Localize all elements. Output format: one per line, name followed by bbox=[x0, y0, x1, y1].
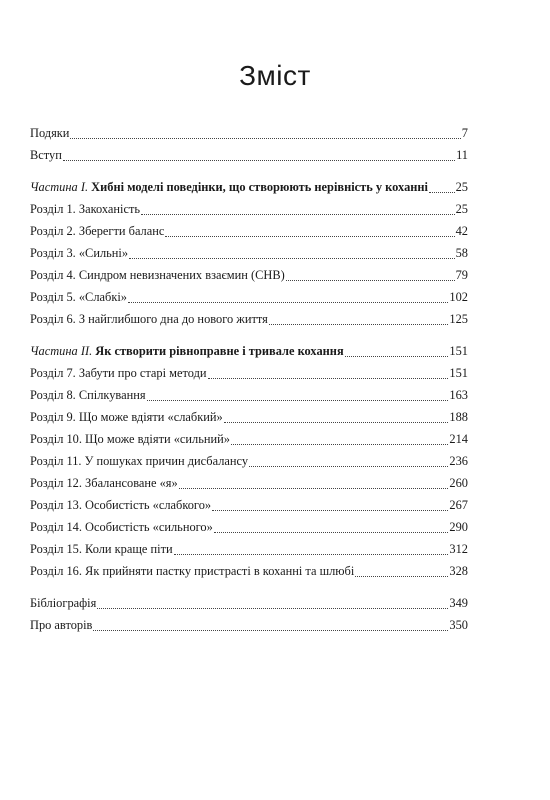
toc-entry-page: 236 bbox=[449, 454, 468, 468]
toc-entry-page: 188 bbox=[449, 410, 468, 424]
toc-entry-page: 125 bbox=[449, 312, 468, 326]
spacer bbox=[30, 169, 468, 179]
toc-entry-label: Розділ 2. Зберегти баланс bbox=[30, 224, 165, 238]
toc-entry-chapter-5[interactable] bbox=[30, 289, 468, 311]
toc-entry-page: 151 bbox=[449, 366, 468, 380]
toc-entry-label: Розділ 8. Спілкування bbox=[30, 388, 146, 402]
toc-entry-chapter-11[interactable] bbox=[30, 453, 468, 475]
toc-entry-chapter-13[interactable] bbox=[30, 497, 468, 519]
toc-entry-label: Розділ 7. Забути про старі методи bbox=[30, 366, 207, 380]
toc-entry-label: Подяки bbox=[30, 126, 70, 140]
toc-part-2[interactable] bbox=[30, 343, 468, 365]
dot-leader bbox=[147, 399, 449, 401]
toc-entry-page: 42 bbox=[455, 224, 468, 238]
toc-entry-label: Розділ 12. Збалансоване «я» bbox=[30, 476, 178, 490]
toc-entry-chapter-14[interactable] bbox=[30, 519, 468, 541]
toc-entry-label: Вступ bbox=[30, 148, 62, 162]
dot-leader bbox=[93, 629, 448, 631]
toc-entry-page: 25 bbox=[455, 180, 468, 194]
spacer bbox=[30, 333, 468, 343]
toc-entry-label: Бібліографія bbox=[30, 596, 97, 610]
dot-leader bbox=[165, 235, 454, 237]
dot-leader bbox=[179, 487, 449, 489]
dot-leader bbox=[269, 323, 449, 325]
toc-entry-chapter-9[interactable] bbox=[30, 409, 468, 431]
toc-entry-chapter-10[interactable] bbox=[30, 431, 468, 453]
toc-entry-chapter-15[interactable] bbox=[30, 541, 468, 563]
toc-entry-label: Розділ 13. Особистість «слабкого» bbox=[30, 498, 212, 512]
part-title: Як створити рівноправне і тривале кохання bbox=[95, 344, 344, 358]
toc-entry-label: Розділ 11. У пошуках причин дисбалансу bbox=[30, 454, 249, 468]
toc-entry-chapter-12[interactable] bbox=[30, 475, 468, 497]
toc-entry-page: 58 bbox=[455, 246, 468, 260]
dot-leader bbox=[63, 159, 455, 161]
toc-entry-page: 350 bbox=[449, 618, 468, 632]
toc-entry-chapter-3[interactable] bbox=[30, 245, 468, 267]
dot-leader bbox=[224, 421, 449, 423]
toc-entry-chapter-7[interactable] bbox=[30, 365, 468, 387]
dot-leader bbox=[70, 137, 460, 139]
toc-entry-label: Про авторів bbox=[30, 618, 93, 632]
toc-entry-page: 312 bbox=[449, 542, 468, 556]
toc-entry-acknowledgements[interactable] bbox=[30, 125, 468, 147]
dot-leader bbox=[128, 301, 448, 303]
toc-entry-page: 11 bbox=[456, 148, 468, 162]
toc-entry-label: Розділ 14. Особистість «сильного» bbox=[30, 520, 213, 534]
part-title: Хибні моделі поведінки, що створюють нерівність у коханні bbox=[91, 180, 428, 194]
toc-part-heading bbox=[30, 343, 344, 359]
toc-entry-page: 214 bbox=[449, 432, 468, 446]
dot-leader bbox=[141, 213, 455, 215]
toc-entry-label: Розділ 5. «Слабкі» bbox=[30, 290, 127, 304]
toc-entry-chapter-1[interactable] bbox=[30, 201, 468, 223]
toc-entry-label: Розділ 15. Коли краще піти bbox=[30, 542, 173, 556]
dot-leader bbox=[345, 355, 449, 357]
page-title: Зміст bbox=[239, 60, 311, 91]
toc-entry-about-authors[interactable] bbox=[30, 617, 468, 639]
toc-entry-page: 151 bbox=[449, 344, 468, 358]
toc-entry-chapter-6[interactable] bbox=[30, 311, 468, 333]
part-label: Частина ІІ. bbox=[30, 344, 93, 358]
toc-entry-label: Розділ 6. З найглибшого дна до нового життя bbox=[30, 312, 268, 326]
dot-leader bbox=[174, 553, 449, 555]
dot-leader bbox=[208, 377, 449, 379]
toc-entry-label: Розділ 4. Синдром невизначених взаємин (СНВ) bbox=[30, 268, 285, 282]
toc-entry-page: 267 bbox=[449, 498, 468, 512]
dot-leader bbox=[355, 575, 448, 577]
toc-entry-page: 163 bbox=[449, 388, 468, 402]
toc-entry-chapter-4[interactable] bbox=[30, 267, 468, 289]
dot-leader bbox=[97, 607, 448, 609]
toc-part-1[interactable] bbox=[30, 179, 468, 201]
spacer bbox=[30, 585, 468, 595]
toc-entry-page: 290 bbox=[449, 520, 468, 534]
toc-entry-chapter-8[interactable] bbox=[30, 387, 468, 409]
toc-entry-page: 25 bbox=[455, 202, 468, 216]
toc-entry-page: 260 bbox=[449, 476, 468, 490]
dot-leader bbox=[231, 443, 448, 445]
toc-entry-chapter-16[interactable] bbox=[30, 563, 468, 585]
toc-entry-page: 349 bbox=[449, 596, 468, 610]
table-of-contents bbox=[30, 125, 468, 639]
toc-entry-chapter-2[interactable] bbox=[30, 223, 468, 245]
dot-leader bbox=[429, 191, 455, 193]
dot-leader bbox=[212, 509, 448, 511]
toc-entry-page: 79 bbox=[455, 268, 468, 282]
toc-entry-page: 102 bbox=[449, 290, 468, 304]
toc-entry-label: Розділ 9. Що може вдіяти «слабкий» bbox=[30, 410, 223, 424]
toc-entry-page: 7 bbox=[461, 126, 468, 140]
toc-entry-page: 328 bbox=[449, 564, 468, 578]
toc-entry-label: Розділ 1. Закоханість bbox=[30, 202, 141, 216]
dot-leader bbox=[129, 257, 455, 259]
part-label: Частина І. bbox=[30, 180, 89, 194]
toc-entry-bibliography[interactable] bbox=[30, 595, 468, 617]
toc-entry-introduction[interactable] bbox=[30, 147, 468, 169]
toc-entry-label: Розділ 16. Як прийняти пастку пристрасті в коханні та шлюбі bbox=[30, 564, 355, 578]
dot-leader bbox=[249, 465, 448, 467]
dot-leader bbox=[286, 279, 455, 281]
toc-entry-label: Розділ 3. «Сильні» bbox=[30, 246, 129, 260]
dot-leader bbox=[214, 531, 449, 533]
toc-entry-label: Розділ 10. Що може вдіяти «сильний» bbox=[30, 432, 230, 446]
toc-part-heading bbox=[30, 179, 428, 195]
